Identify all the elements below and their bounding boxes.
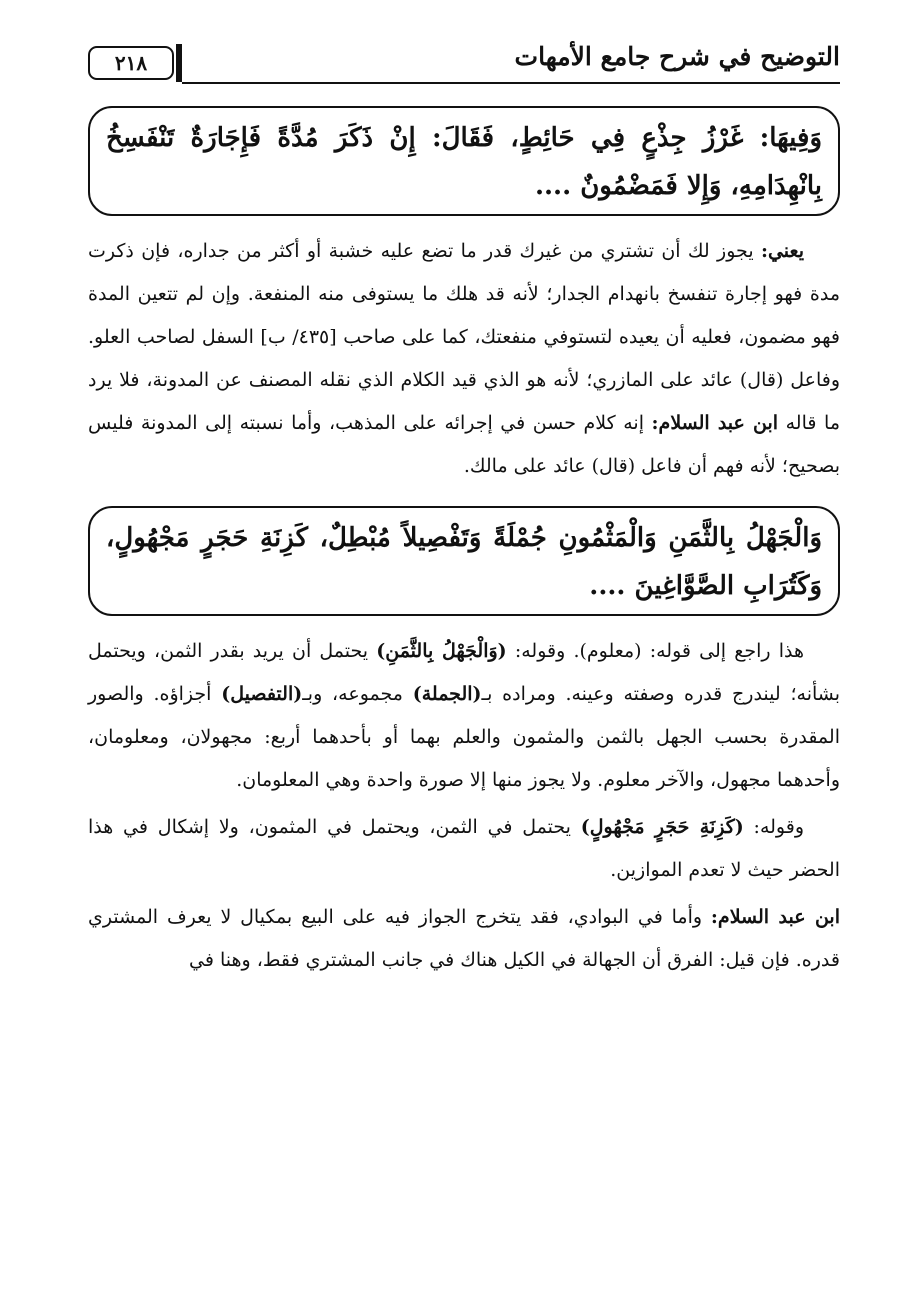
paragraph-text: وأما في البوادي، فقد يتخرج الجواز فيه على البيع بمكيال لا يعرف المشتري قدره. فإن قيل: الفرق أن الجهالة في الكيل هناك في جانب المشتري فقط، وهنا في	[88, 906, 840, 971]
page	[88, 38, 840, 982]
page-header	[88, 38, 840, 88]
header-rule	[182, 82, 840, 84]
matn-box-2	[88, 506, 840, 616]
paragraph-text: وقوله:	[743, 816, 805, 838]
paragraph-text: يحتمل أن يريد بقدر الثمن، ويحتمل بشأنه؛ ليندرج قدره وصفته وعينه. ومراده بـ	[88, 640, 841, 705]
paragraph-text: يجوز لك أن تشتري من غيرك قدر ما تضع عليه خشبة أو أكثر من جداره، فإن ذكرت مدة فهو إجارة تنفسخ بانهدام الجدار؛ لأنه قد هلك ما يستوفى منه المنفعة. وإن لم تتعين المدة فهو مضمون، فعليه أن يعيده لتستوفي منفعتك، كما على صاحب [٤٣٥/ ب] السفل لصاحب العلو. وفاعل (قال) عائد على المازري؛ لأنه هو الذي قيد الكلام الذي نقله المصنف عن المدونة، فلا يرد ما قاله	[88, 240, 840, 434]
paragraph-text: مجموعه، وبـ	[302, 683, 413, 705]
header-divider-bar	[176, 44, 182, 82]
commentary-paragraph-2	[88, 630, 840, 802]
matn-quote: (وَالْجَهْلُ بِالثَّمَنِ)	[376, 640, 507, 662]
matn-box-1	[88, 106, 840, 216]
cited-scholar-name: ابن عبد السلام:	[651, 412, 779, 434]
matn-text-1: وَفِيهَا: غَرْزُ جِذْعٍ فِي حَائِطٍ، فَقَالَ: إِنْ ذَكَرَ مُدَّةً فَإِجَارَةٌ تَنْفَسِخُ بِانْهِدَامِهِ، وَإِلا فَمَضْمُونٌ ....	[106, 123, 822, 201]
running-title: التوضيح في شرح جامع الأمهات	[514, 42, 840, 71]
paragraph-text: أجزاؤه. والصور المقدرة بحسب الجهل بالثمن والمثمون والعلم بهما أو بأحدهما أربع: مجهولان، ومعلومان، وأحدهما مجهول، والآخر معلوم. ولا يجوز منها إلا صورة واحدة وهي المعلومان.	[88, 683, 840, 791]
paragraph-text: يحتمل في الثمن، ويحتمل في المثمون، ولا إشكال في هذا الحضر حيث لا تعدم الموازين.	[88, 816, 840, 881]
matn-quote: (كَزِنَةِ حَجَرٍ مَجْهُولٍ)	[580, 816, 744, 838]
page-number: ٢١٨	[88, 46, 174, 80]
paragraph-text: إنه كلام حسن في إجرائه على المذهب، وأما نسبته إلى المدونة فليس بصحيح؛ لأنه فهم أن فاعل (قال) عائد على مالك.	[88, 412, 840, 477]
commentary-paragraph-4	[88, 896, 840, 982]
matn-quote: (التفصيل)	[221, 683, 303, 705]
paragraph-text: هذا راجع إلى قوله: (معلوم). وقوله:	[506, 640, 804, 662]
commentary-paragraph-3	[88, 806, 840, 892]
matn-text-2: وَالْجَهْلُ بِالثَّمَنِ وَالْمَثْمُونِ جُمْلَةً وَتَفْصِيلاً مُبْطِلٌ، كَزِنَةِ حَجَرٍ مَجْهُولٍ، وَكَتُرَابِ الصَّوَّاغِينَ ....	[106, 523, 822, 601]
cited-scholar-name: ابن عبد السلام:	[710, 906, 840, 928]
lead-word: يعني:	[760, 240, 804, 262]
matn-quote: (الجملة)	[412, 683, 482, 705]
commentary-paragraph-1	[88, 230, 840, 488]
